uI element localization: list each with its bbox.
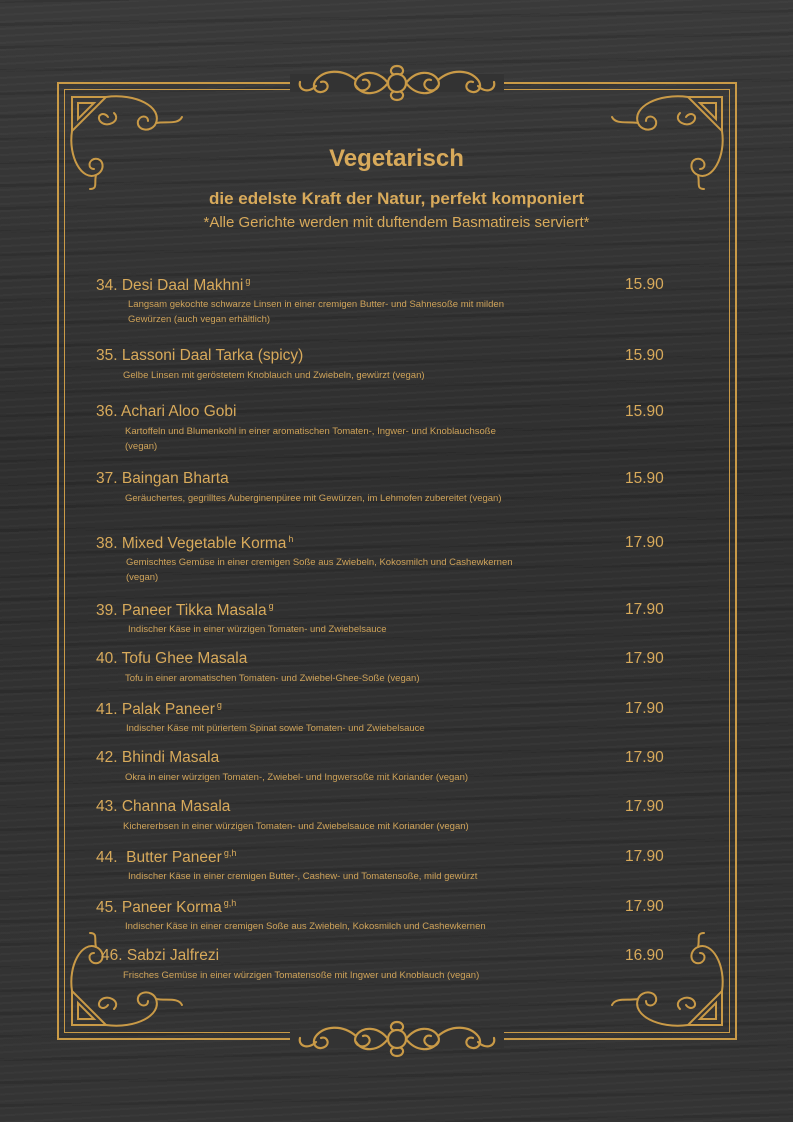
item-description: Okra in einer würzigen Tomaten-, Zwiebel- und Ingwersoße mit Koriander (vegan) [125, 772, 469, 783]
item-price: 17.90 [625, 601, 664, 618]
item-price: 17.90 [625, 700, 664, 717]
item-price: 17.90 [625, 650, 664, 667]
item-description: Gelbe Linsen mit geröstetem Knoblauch und Zwiebeln, gewürzt (vegan) [123, 370, 425, 381]
item-price: 17.90 [625, 848, 664, 865]
corner-ornament-top-right-icon [608, 91, 728, 191]
allergen-code: g,h [223, 848, 237, 858]
menu-section-note: *Alle Gerichte werden mit duftendem Basmatireis serviert* [203, 214, 590, 231]
item-description: Indischer Käse in einer würzigen Tomaten- und Zwiebelsauce [128, 624, 387, 635]
item-description: Indischer Käse mit püriertem Spinat sowie Tomaten- und Zwiebelsauce [126, 723, 425, 734]
item-price: 15.90 [625, 347, 664, 364]
item-name: 41. Palak Paneer $^g$ [96, 700, 222, 718]
allergen-code: g [245, 276, 251, 286]
item-description: Geräuchertes, gegrilltes Auberginenpüree mit Gewürzen, im Lehmofen zubereitet (vegan) [125, 493, 502, 504]
item-name: 46. Sabzi Jalfrezi [101, 947, 220, 964]
top-scroll-ornament-icon [290, 60, 504, 106]
corner-ornament-bottom-right-icon [608, 931, 728, 1031]
allergen-code: h [288, 534, 294, 544]
allergen-code: g,h [223, 898, 237, 908]
item-description: Kichererbsen in einer würzigen Tomaten- und Zwiebelsauce mit Koriander (vegan) [123, 821, 469, 832]
item-description: Frisches Gemüse in einer würzigen Tomatensoße mit Ingwer und Knoblauch (vegan) [123, 970, 480, 981]
item-name: 43. Channa Masala [96, 798, 231, 815]
item-price: 15.90 [625, 470, 664, 487]
item-price: 17.90 [625, 898, 664, 915]
item-price: 15.90 [625, 403, 664, 420]
item-name: 45. Paneer Korma $^{g,h}$ [96, 898, 237, 916]
allergen-code: g [268, 601, 274, 611]
item-price: 17.90 [625, 798, 664, 815]
item-price: 15.90 [625, 276, 664, 293]
menu-section-title: Vegetarisch [329, 145, 464, 172]
item-price: 17.90 [625, 534, 664, 551]
item-name: 39. Paneer Tikka Masala $^g$ [96, 601, 274, 619]
item-name: 37. Baingan Bharta [96, 470, 229, 487]
item-name: 34. Desi Daal Makhni $^g$ [96, 276, 251, 294]
item-description: Indischer Käse in einer cremigen Butter-, Cashew- und Tomatensoße, mild gewürzt [128, 871, 478, 882]
item-price: 17.90 [625, 749, 664, 766]
item-name: 42. Bhindi Masala [96, 749, 220, 766]
item-price: 16.90 [625, 947, 664, 964]
allergen-code: g [216, 700, 222, 710]
item-name: 44. Butter Paneer $^{g,h}$ [96, 848, 237, 866]
item-name: 35. Lassoni Daal Tarka (spicy) [96, 347, 304, 364]
corner-ornament-top-left-icon [66, 91, 186, 191]
item-name: 36. Achari Aloo Gobi [96, 403, 237, 420]
item-name: 38. Mixed Vegetable Korma $^h$ [96, 534, 294, 552]
item-description: Kartoffeln und Blumenkohl in einer aromatischen Tomaten-, Ingwer- und Knoblauchsoße (vegan) [125, 426, 496, 452]
item-description: Gemischtes Gemüse in einer cremigen Soße aus Zwiebeln, Kokosmilch und Cashewkernen (vegan) [126, 557, 513, 583]
bottom-scroll-ornament-icon [290, 1016, 504, 1062]
item-description: Langsam gekochte schwarze Linsen in einer cremigen Butter- und Sahnesoße mit milden Gewürzen (auch vegan erhältlich) [128, 299, 504, 325]
item-description: Indischer Käse in einer cremigen Soße aus Zwiebeln, Kokosmilch und Cashewkernen [125, 921, 486, 932]
item-name: 40. Tofu Ghee Masala [96, 650, 248, 667]
menu-section-subtitle: die edelste Kraft der Natur, perfekt komponiert [208, 189, 585, 208]
item-description: Tofu in einer aromatischen Tomaten- und Zwiebel-Ghee-Soße (vegan) [125, 673, 420, 684]
